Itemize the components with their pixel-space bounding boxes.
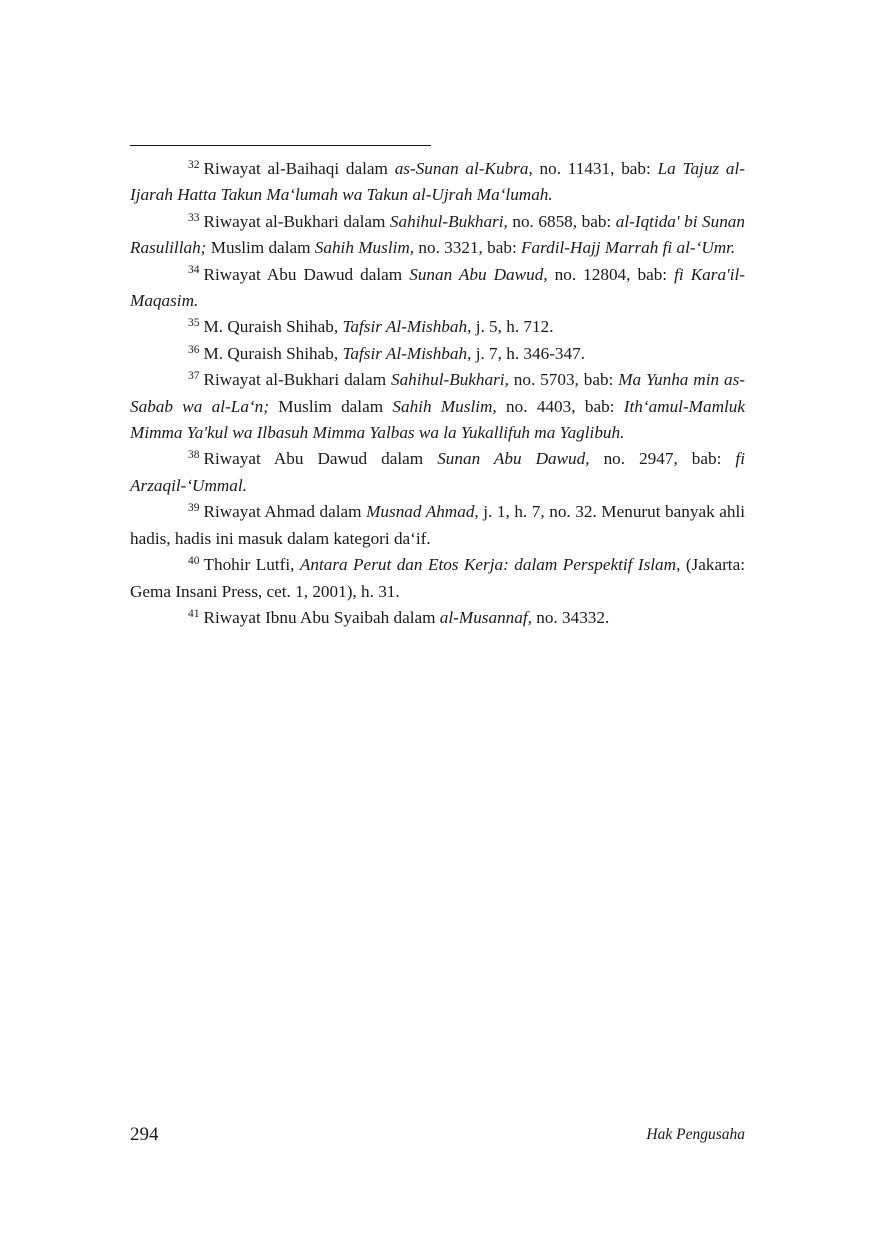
footnote-text: Riwayat Ahmad dalam xyxy=(203,502,367,522)
footnote-number: 33 xyxy=(188,211,200,224)
footnote-italic-text: La Tajuz al-Ijarah Hatta Takun Ma‘lumah wa Takun al-Ujrah Ma‘lumah. xyxy=(130,159,745,205)
footnote-italic-text: fi Kara'il-Maqasim. xyxy=(130,264,745,311)
footnote-38 xyxy=(130,446,745,499)
footnote-italic-text: Sahih Muslim, xyxy=(314,238,415,258)
footnote-text: , (Jakarta: Gema Insani Press, cet. 1, 2001), h. 31. xyxy=(130,555,745,601)
footnote-italic-text: Ith‘amul-Mamluk Mimma Ya'kul wa Ilbasuh Mimma Yalbas wa la Yukallifuh ma Yaglibuh. xyxy=(130,396,746,443)
footnote-text: Riwayat al-Bukhari dalam xyxy=(203,211,390,231)
footnote-text: no. 11431, bab: xyxy=(532,159,658,178)
footnote-text: no. 5703, bab: xyxy=(508,370,619,390)
footnote-text: Muslim dalam xyxy=(268,396,393,416)
footnote-italic-text: Sunan Abu Dawud, xyxy=(409,264,548,284)
footnote-text: , j. 7, h. 346-347. xyxy=(467,343,586,363)
footnote-italic-text: Ma Yunha min as-Sabab wa al-La‘n; xyxy=(130,370,745,416)
footnote-italic-text: Fardil-Hajj Marrah fi al-‘Umr. xyxy=(521,238,736,258)
footnote-text: no. 2947, bab: xyxy=(589,449,736,469)
footnote-text: , j. 5, h. 712. xyxy=(467,317,554,337)
footnote-number: 41 xyxy=(188,607,200,620)
footnote-text: Riwayat al-Baihaqi dalam xyxy=(203,159,395,178)
footnote-italic-text: al-Iqtida' bi Sunan Rasulillah; xyxy=(130,211,745,258)
footnote-italic-text: Tafsir Al-Mishbah xyxy=(342,317,468,337)
footnote-italic-text: Sunan Abu Dawud, xyxy=(437,449,590,469)
footnote-italic-text: as-Sunan al-Kubra, xyxy=(394,159,533,178)
footnote-text: no. 6858, bab: xyxy=(507,211,616,231)
footnote-number: 39 xyxy=(188,501,200,514)
page-footer xyxy=(130,1124,745,1150)
footnote-text: no. 4403, bab: xyxy=(496,396,624,416)
footnote-text: Riwayat Ibnu Abu Syaibah dalam xyxy=(203,607,440,627)
footnotes-section xyxy=(130,156,745,631)
footnote-text: Riwayat al-Bukhari dalam xyxy=(203,370,391,390)
footnote-text: j. 1, h. 7, no. 32. Menurut banyak ahli hadis, hadis ini masuk dalam kategori da‘if. xyxy=(130,502,746,548)
footnote-number: 32 xyxy=(188,158,200,171)
footnote-41 xyxy=(130,605,745,631)
footnote-italic-text: Tafsir Al-Mishbah xyxy=(342,343,468,363)
footnote-text: M. Quraish Shihab, xyxy=(203,343,343,363)
footnote-39 xyxy=(130,499,745,552)
footnote-separator-rule xyxy=(130,145,431,146)
footnote-italic-text: Antara Perut dan Etos Kerja: dalam Perspektif Islam xyxy=(299,555,677,575)
footnote-italic-text: Sahihul-Bukhari, xyxy=(390,370,509,390)
footnote-text: M. Quraish Shihab, xyxy=(203,317,343,337)
footnote-36 xyxy=(130,341,745,367)
footnote-33 xyxy=(130,209,745,262)
footnote-37 xyxy=(130,367,745,446)
footnote-34 xyxy=(130,262,745,315)
running-title: Hak Pengusaha xyxy=(646,1126,745,1143)
footnote-text: Muslim dalam xyxy=(206,238,315,258)
footnote-number: 40 xyxy=(188,554,200,567)
footnote-italic-text: fi Arzaqil-‘Ummal. xyxy=(130,449,745,495)
footnote-text: Riwayat Abu Dawud dalam xyxy=(203,264,410,284)
footnote-italic-text: Sahih Muslim, xyxy=(392,396,497,416)
footnote-40 xyxy=(130,552,745,605)
footnote-number: 36 xyxy=(188,343,200,356)
footnote-number: 38 xyxy=(188,449,200,462)
footnote-number: 35 xyxy=(188,317,200,330)
footnote-text: no. 34332. xyxy=(531,607,610,627)
footnote-italic-text: Sahihul-Bukhari, xyxy=(389,211,508,231)
footnote-text: Riwayat Abu Dawud dalam xyxy=(203,449,438,469)
footnote-italic-text: al-Musannaf, xyxy=(439,607,532,627)
footnote-text: no. 3321, bab: xyxy=(414,238,522,258)
footnote-text: no. 12804, bab: xyxy=(547,264,675,284)
footnote-35 xyxy=(130,314,745,340)
footnote-text: Thohir Lutfi, xyxy=(203,555,300,575)
page-number: 294 xyxy=(130,1124,159,1145)
footnote-number: 34 xyxy=(188,264,200,277)
footnote-number: 37 xyxy=(188,369,200,382)
footnote-32 xyxy=(130,156,745,209)
footnote-italic-text: Musnad Ahmad, xyxy=(366,502,479,522)
